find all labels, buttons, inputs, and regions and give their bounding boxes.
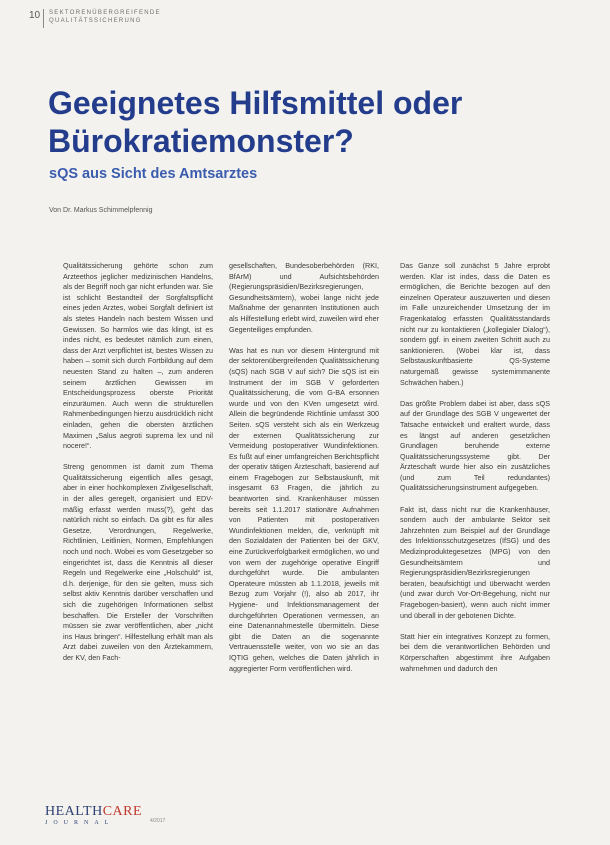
text-column-2 [229,261,379,685]
section-label [49,9,161,25]
issue-number: 4/2017 [150,818,166,824]
section-label-line-2: QUALITÄTSSICHERUNG [49,18,142,24]
paragraph: Das größte Problem dabei ist aber, dass sQS auf der Grundlage des SGB V ungewertet der Tatsache entwickelt und eraltert wurde, dass es längst auf anderen gesetzlichen Grundlagen beruhende externe Qualitätssicherungssysteme gibt. Der Ärzteschaft wurde hier also ein zusätzliches (und zum Teil redundantes) Qualitätssicherungsinstrument aufgegeben. [400,398,550,493]
paragraph: Statt hier ein integratives Konzept zu formen, bei dem die verantwortlichen Behörden und Körperschaften abgestimmt ihre Aufgaben wahrnehmen und dadurch den [400,631,550,673]
paragraph: Das Ganze soll zunächst 5 Jahre erprobt werden. Klar ist indes, dass die Daten es ermöglichen, die Berichte bezogen auf den einzelnen Operateur auszuwerten und diesen im Falle unzureichender Umsetzung der im Fragenkatalog erfassten Qualitätsstandards nicht nur zu kontaktieren („kollegialer Dialog“), sondern ggf. in einem zweiten Schritt auch zu sanktionieren. (Wobei klar ist, dass Selbstauskunftbasierte QS-Systeme naturgemäß gewisse systemimmanente Schwächen haben.) [400,261,550,387]
text-column-3 [400,261,550,685]
article-byline: Von Dr. Markus Schimmelpfennig [49,207,153,214]
logo-care-text: CARE [102,804,143,819]
paragraph: Fakt ist, dass nicht nur die Krankenhäuser, sondern auch der ambulante Sektor seit Jahrzehnten zum Beispiel auf der Grundlage des Infektionsschutzgesetzes (IfSG) und des Medizinproduktegesetzes (MPG) von den Gesundheitsämtern und Regierungspräsidien/Bezirksregierungen beraten, beaufsichtigt und überwacht werden (und zwar durch Vor-Ort-Begehung, nicht nur Fragebogen-basiert), wenn auch nicht immer und überall in der gebotenen Dichte. [400,504,550,620]
article-title: Geeignetes Hilfsmittel oder Bürokratiemonster? [48,85,463,159]
logo-wordmark [45,805,142,819]
page-number: 10 [29,10,41,21]
logo-journal-text: JOURNAL [45,820,115,826]
paragraph: Qualitätssicherung gehörte schon zum Arzteethos jeglicher medizinischen Handelns, als der Begriff noch gar nicht erfunden war. Sie ist schlicht Bestandteil der Sorgfaltspflicht eines jeden Arztes, wobei Sorgfalt definiert ist als stetes Handeln nach bestem Wissen und Gewissen. So harmlos wie das klingt, ist es indes nicht, es bedeutet nämlich zum einen, dass der Arzt verpflichtet ist, bestes Wissen zu haben – somit sich durch Fortbildung auf dem neuesten Stand zu halten –, zum anderen seinem ärztlichen Gewissen im Entscheidungsprozess oberste Priorität einzuräumen. Auch wenn die strukturellen Rahmenbedingungen hierzu ausdrücklich nicht einladen, gehen die obersten ärztlichen Maximen „Salus aegroti suprema lex und nil nocere!“. [63,261,213,451]
article-subtitle: sQS aus Sicht des Amtsarztes [49,166,258,182]
section-label-line-1: SEKTORENÜBERGREIFENDE [49,10,161,16]
paragraph: gesellschaften, Bundesoberbehörden (RKI, BfArM) und Aufsichtsbehörden (Regierungspräsidien/Bezirksregierungen, Gesundheitsämtern), wobei lange nicht jede Maßnahme der genannten Institutionen auch als Hilfestellung erlebt wird, zuweilen wird eher Gegenteiliges empfunden. [229,261,379,334]
healthcare-journal-logo [45,805,142,828]
text-column-1 [63,261,213,674]
logo-health-text: HEALTH [45,804,103,819]
paragraph: Was hat es nun vor diesem Hintergrund mit der sektorenübergreifenden Qualitätssicherung (sQS) nach SGB V auf sich? Die sQS ist ein Instrument der im SGB V geforderten Qualitätssicherung, die vom G-BA ersonnen wurde und von den KVen umgesetzt wird. Allein die begründende Richtlinie umfasst 300 Seiten. sQS versteht sich als ein Werkzeug der externen Qualitätssicherung zur Vermeidung postoperativer Wundinfektionen. Es fußt auf einer umfangreichen Berichtspflicht der operativ tätigen Ärzteschaft, basierend auf einem Fragebogen zur Selbstauskunft, mit insgesamt 63 Fragen, die jährlich zu beantworten sind. Krankenhäuser müssen bereits seit 1.1.2017 stationäre Aufnahmen von Patienten mit postoperativen Wundinfektionen melden, die, verknüpft mit den Sozialdaten der Patienten bei der GKV, eine Zurückverfolgbarkeit ermöglichen, wo und von wem der zugehörige operative Eingriff durchgeführt wurde. Die ambulanten Operateure müssten ab 1.1.2018, jeweils mit Bezug zum Vorjahr (!), also ab 2017, ihr Hygiene- und Infektionsmanagement der durchgeführten Operationen vermessen, an eine Datenannahmestelle übermitteln. Diese gibt die Daten an die sogenannte Vertrauensstelle weiter, von wo sie an das IQTIG gehen, welches die Daten jährlich in aggregierter Form veröffentlichen wird. [229,345,379,673]
paragraph: Streng genommen ist damit zum Thema Qualitätssicherung eigentlich alles gesagt, aber in einer hochkomplexen Zivilgesellschaft, in der alles geregelt, organisiert und EDV-mäßig erfasst werden muss(?), geht das natürlich nicht so einfach. Da gibt es für alles Gesetze, Verordnungen, Regelwerke, Richtlinien, Leitlinien, Normen, Empfehlungen noch und noch. Wobei es vom Gesetzgeber so eingerichtet ist, dass die Kenntnis all dieser Regeln und Regelwerke eine „Holschuld“ ist, d.h. derjenige, für den sie gelten, muss sich selbst aktiv Kenntnis darüber verschaffen und sich die zugehörigen Informationen selbst beschaffen. Die Ersteller der Vorschriften müssen sie zwar veröffentlichen, aber „nicht ins Haus bringen“. Hilfestellung erhält man als Arzt dabei zuweilen von den Ärztekammern, der KV, den Fach- [63,462,213,662]
header-divider [43,9,44,28]
